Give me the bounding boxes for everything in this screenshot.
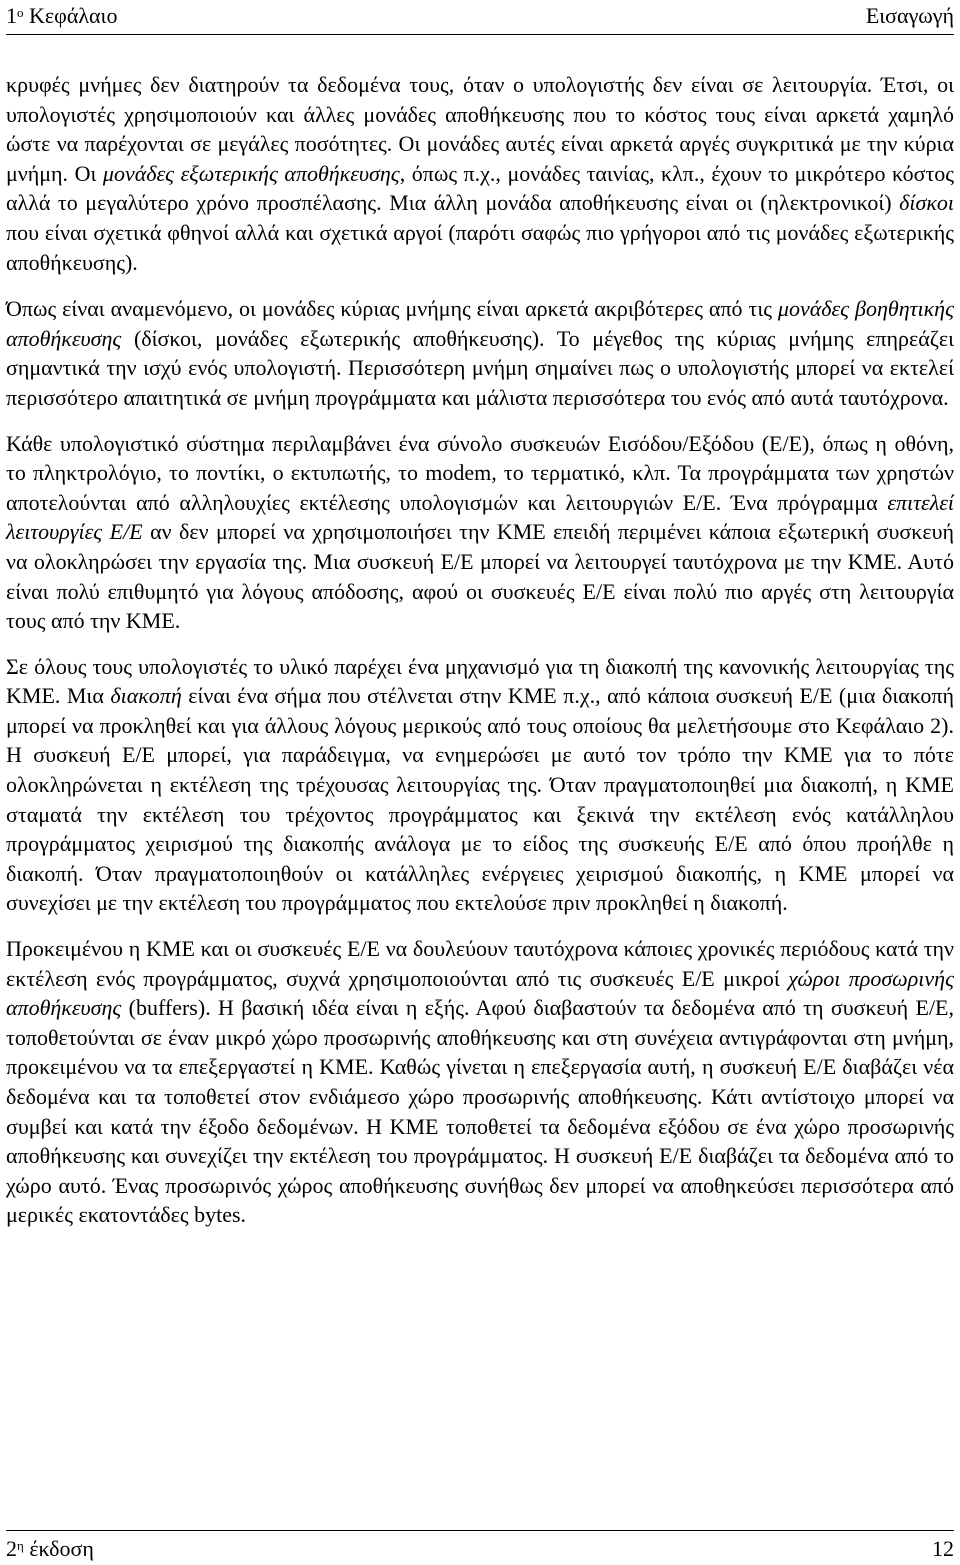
text-run: Σε όλους τους υπολογιστές το υλικό παρέχει ένα μηχανισμό για τη διακοπή της κανονικής λειτουργίας της ΚΜΕ. Μια — [6, 653, 954, 709]
text-run: είναι ένα σήμα που στέλνεται στην ΚΜΕ π.χ., από κάποια συσκευή Ε/Ε (μια διακοπή μπορεί να προκληθεί και για άλλους λόγους μερικούς από τους οποίους θα μελετήσουμε στο Κεφάλαιο 2). Η συσκευή Ε/Ε μπορεί, για παράδειγμα, να ενημερώσει με αυτό τον τρόπο την ΚΜΕ για το πότε ολοκληρώνεται η εκτέλεση της τρέχουσας λειτουργίας της. Όταν πραγματοποιηθεί μια διακοπή, η ΚΜΕ σταματά την εκτέλεση του τρέχοντος προγράμματος και ξεκινά την εκτέλεση ενός κατάλληλου προγράμματος χειρισμού της διακοπής ανάλογα με το είδος της συσκευής Ε/Ε από όπου προήλθε η διακοπή. Όταν πραγματοποιηθούν οι κατάλληλες ενέργειες χειρισμού διακοπής, η ΚΜΕ μπορεί να συνεχίσει με την εκτέλεση του προγράμματος που εκτελούσε πριν προκληθεί η διακοπή. — [6, 683, 954, 916]
text-run: (buffers). Η βασική ιδέα είναι η εξής. Αφού διαβαστούν τα δεδομένα από τη συσκευή Ε/Ε, τοποθετούνται σε έναν μικρό χώρο προσωρινής αποθήκευσης και στη συνέχεια αντιγράφονται στη μνήμη, προκειμένου να τα επεξεργαστεί η ΚΜΕ. Καθώς γίνεται η επεξεργασία αυτή, η συσκευή Ε/Ε διαβάζει νέα δεδομένα και τα τοποθετεί στον ενδιάμεσο χώρο προσωρινής αποθήκευσης. Κάτι αντίστοιχο μπορεί να συμβεί και κατά την έξοδο δεδομένων. Η ΚΜΕ τοποθετεί τα δεδομένα εξόδου σε ένα χώρο προσωρινής αποθήκευσης και συνεχίζει την εκτέλεση του προγράμματος. Η συσκευή Ε/Ε διαβάζει τα δεδομένα από το χώρο αυτό. Ένας προσωρινός χώρος αποθήκευσης συνήθως δεν μπορεί να αποθηκεύσει περισσότερα από μερικές εκατοντάδες bytes. — [6, 995, 954, 1228]
text-run: Όπως είναι αναμενόμενο, οι μονάδες κύριας μνήμης είναι αρκετά ακριβότερες από τις — [6, 296, 778, 322]
edition-word: έκδοση — [29, 1536, 94, 1561]
edition-ordinal: η — [17, 1538, 24, 1553]
chapter-word: Κεφάλαιο — [29, 3, 118, 28]
text-run: (δίσκοι, μονάδες εξωτερικής αποθήκευσης). Το μέγεθος της κύριας μνήμης επηρεάζει σημαντικά την ισχύ ενός υπολογιστή. Περισσότερη μνήμη σημαίνει πως ο υπολογιστής μπορεί να εκτελεί περισσότερο απαιτητικά σε μνήμη προγράμματα και μάλιστα περισσότερα του ενός από αυτά ταυτόχρονα. — [6, 325, 954, 410]
text-run: Κάθε υπολογιστικό σύστημα περιλαμβάνει ένα σύνολο συσκευών Εισόδου/Εξόδου (Ε/Ε), όπως η οθόνη, το πληκτρολόγιο, το ποντίκι, ο εκτυπωτής, το modem, το τερματικό, κλπ. Τα προγράμματα των χρηστών αποτελούνται από αλληλουχίες εκτέλεσης υπολογισμών και λειτουργιών Ε/Ε. Ένα πρόγραμμα — [6, 430, 954, 515]
page-footer — [6, 1530, 954, 1565]
italic-term: μονάδες εξωτερικής αποθήκευσης — [102, 160, 400, 186]
paragraph — [6, 70, 954, 277]
paragraph — [6, 429, 954, 636]
section-title: Εισαγωγή — [865, 3, 954, 28]
chapter-ordinal: ο — [17, 5, 24, 20]
edition-label — [6, 1533, 94, 1565]
page-body — [6, 70, 954, 1246]
text-run: αν δεν μπορεί να χρησιμοποιήσει την ΚΜΕ επειδή περιμένει κάποια εξωτερική συσκευή να ολοκληρώσει την εργασία της. Μια συσκευή Ε/Ε μπορεί να λειτουργεί ταυτόχρονα με την ΚΜΕ. Αυτό είναι πολύ επιθυμητό για λόγους απόδοσης, αφού οι συσκευές Ε/Ε είναι πολύ πιο αργές στη λειτουργία τους από την ΚΜΕ. — [6, 519, 954, 634]
page-number: 12 — [932, 1536, 954, 1561]
paragraph — [6, 934, 954, 1230]
italic-term: δίσκοι — [899, 190, 954, 216]
paragraph — [6, 652, 954, 918]
italic-term: επιτελεί λειτουργίες Ε/Ε — [6, 489, 954, 545]
text-run: , όπως π.χ., μονάδες ταινίας, κλπ., έχουν το μικρότερο κόστος αλλά το μεγαλύτερο χρόνο προσπέλασης. Μια άλλη μονάδα αποθήκευσης είναι οι (ηλεκτρονικοί) — [6, 160, 954, 216]
italic-term: χώροι προσωρινής αποθήκευσης — [6, 965, 954, 1021]
text-run: που είναι σχετικά φθηνοί αλλά και σχετικά αργοί (παρότι σαφώς πιο γρήγοροι από τις μονάδες εξωτερικής αποθήκευσης). — [6, 219, 954, 275]
italic-term: μονάδες βοηθητικής αποθήκευσης — [6, 296, 955, 351]
edition-number: 2 — [6, 1536, 17, 1561]
paragraph — [6, 294, 954, 412]
chapter-number: 1 — [6, 3, 17, 28]
chapter-label — [6, 0, 117, 32]
text-run: κρυφές μνήμες δεν διατηρούν τα δεδομένα τους, όταν ο υπολογιστής δεν είναι σε λειτουργία. Έτσι, οι υπολογιστές χρησιμοποιούν και άλλες μονάδες αποθήκευσης που το κόστος τους είναι αρκετά χαμηλό ώστε να παρέχονται σε μεγάλες ποσότητες. Οι μονάδες αυτές είναι αρκετά αργές συγκριτικά με την κύρια μνήμη. Οι — [6, 72, 954, 186]
italic-term: διακοπή — [110, 683, 182, 709]
page-header — [6, 0, 954, 35]
text-run: Προκειμένου η ΚΜΕ και οι συσκευές Ε/Ε να δουλεύουν ταυτόχρονα κάποιες χρονικές περιόδους κατά την εκτέλεση ενός προγράμματος, συχνά χρησιμοποιούνται από τις συσκευές Ε/Ε μικροί — [6, 936, 954, 991]
